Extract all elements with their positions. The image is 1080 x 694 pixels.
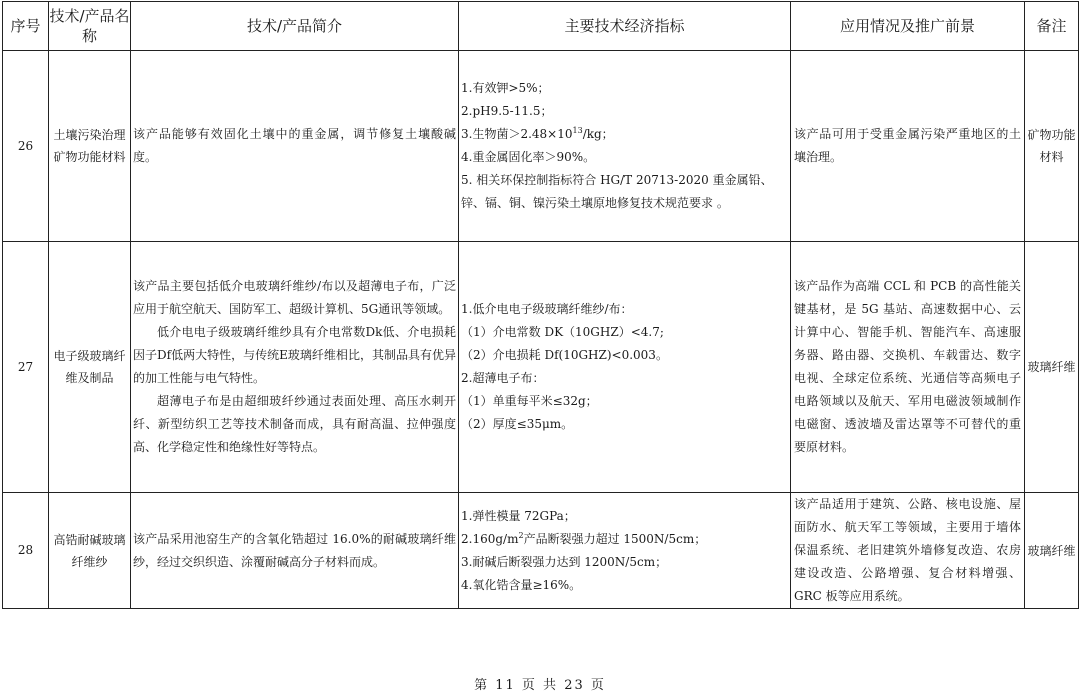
- page-footer: [0, 674, 1080, 693]
- spec-line: （2）介电损耗 Df(10GHZ)<0.003。: [461, 348, 668, 362]
- spec-superscript: 13: [572, 126, 583, 135]
- product-name: 高锆耐碱玻璃纤维纱: [49, 493, 131, 609]
- row-number: 27: [3, 242, 49, 493]
- product-note: 玻璃纤维: [1025, 242, 1079, 493]
- product-spec: [459, 493, 791, 609]
- total-pages: 23: [564, 678, 585, 693]
- product-spec: [459, 51, 791, 242]
- product-spec: [459, 242, 791, 493]
- intro-paragraph: 低介电电子级玻璃纤维纱具有介电常数Dk低、介电损耗因子Df低两大特性，与传统E玻璃纤维相比，其制品具有优异的加工性能与电气特性。: [133, 325, 456, 385]
- table-header-row: [3, 2, 1079, 51]
- spec-line: 锌、镉、铜、镍污染土壤原地修复技术规范要求 。: [461, 196, 729, 210]
- header-intro: 技术/产品简介: [131, 2, 459, 51]
- product-intro: [131, 242, 459, 493]
- spec-line: 3.生物菌$>2.48\times 10^{13}/kg$；: [461, 126, 614, 141]
- spec-line: 5. 相关环保控制指标符合 HG/T 20713-2020 重金属铅、: [461, 173, 773, 187]
- spec-line: 4.重金属固化率＞90%。: [461, 150, 596, 164]
- intro-paragraph: 该产品主要包括低介电玻璃纤维纱/布以及超薄电子布，广泛应用于航空航天、国防军工、超级计算机、5G通讯等领域。: [133, 279, 456, 316]
- header-note: 备注: [1025, 2, 1079, 51]
- spec-line: 3.耐碱后断裂强力达到 1200N/5cm；: [461, 554, 668, 569]
- spec-line: （2）厚度≤35μm。: [461, 417, 574, 431]
- spec-line: 1.有效钾>5%；: [461, 81, 550, 95]
- product-application: 该产品作为高端 CCL 和 PCB 的高性能关键基材，是 5G 基站、高速数据中心、云计算中心、智能手机、智能汽车、高速服务器、路由器、交换机、车载雷达、数字电视、全球定位系统、光通信等高频电子电路领域以及航天、军用电磁波领域制作电磁窗、透波墙及雷达罩等不可替代的重要原材料。: [791, 242, 1025, 493]
- product-intro: [131, 493, 459, 609]
- spec-line: （1）单重每平米≤32g；: [461, 394, 598, 408]
- spec-superscript: 2: [518, 530, 524, 540]
- footer-prefix: 第: [474, 678, 490, 693]
- product-intro: [131, 51, 459, 242]
- footer-mid: 页 共: [521, 678, 559, 693]
- spec-line: 1.弹性模量 72GPa；: [461, 508, 576, 523]
- product-name: 土壤污染治理矿物功能材料: [49, 51, 131, 242]
- header-name: 技术/产品名称: [49, 2, 131, 51]
- spec-line: 2.pH9.5-11.5；: [461, 104, 553, 118]
- spec-line: 2.超薄电子布：: [461, 371, 545, 385]
- product-note: 玻璃纤维: [1025, 493, 1079, 609]
- table-row: [3, 493, 1079, 609]
- header-spec: 主要技术经济指标: [459, 2, 791, 51]
- row-number: 28: [3, 493, 49, 609]
- header-no: 序号: [3, 2, 49, 51]
- product-note: 矿物功能材料: [1025, 51, 1079, 242]
- product-application: 该产品可用于受重金属污染严重地区的土壤治理。: [791, 51, 1025, 242]
- product-name: 电子级玻璃纤维及制品: [49, 242, 131, 493]
- row-number: 26: [3, 51, 49, 242]
- footer-suffix: 页: [590, 678, 606, 693]
- spec-line: 4.氧化锆含量≥16%。: [461, 577, 582, 592]
- spec-line: （1）介电常数 DK（10GHZ）<4.7;: [461, 325, 664, 339]
- spec-line: 1.低介电电子级玻璃纤维纱/布：: [461, 302, 633, 316]
- table-row: [3, 242, 1079, 493]
- table-row: [3, 51, 1079, 242]
- page-number: 11: [495, 678, 516, 693]
- intro-paragraph: 超薄电子布是由超细玻纤纱通过表面处理、高压水刺开纤、新型纺织工艺等技术制备而成，具有耐高温、拉伸强度高、化学稳定性和绝缘性好等特点。: [133, 394, 456, 454]
- product-table: [2, 1, 1079, 609]
- intro-paragraph: 该产品采用池窑生产的含氧化锆超过 16.0%的耐碱玻璃纤维纱，经过交织织造、涂覆耐碱高分子材料而成。: [133, 531, 456, 569]
- spec-line: $2.160g/m^2$产品断裂强力超过 1500N/5cm；: [461, 530, 707, 546]
- intro-paragraph: 该产品能够有效固化土壤中的重金属，调节修复土壤酸碱度。: [133, 127, 456, 164]
- header-app: 应用情况及推广前景: [791, 2, 1025, 51]
- product-application: 该产品适用于建筑、公路、核电设施、屋面防水、航天军工等领域，主要用于墙体保温系统、老旧建筑外墙修复改造、农房建设改造、公路增强、复合材料增强、GRC 板等应用系统。: [791, 493, 1025, 609]
